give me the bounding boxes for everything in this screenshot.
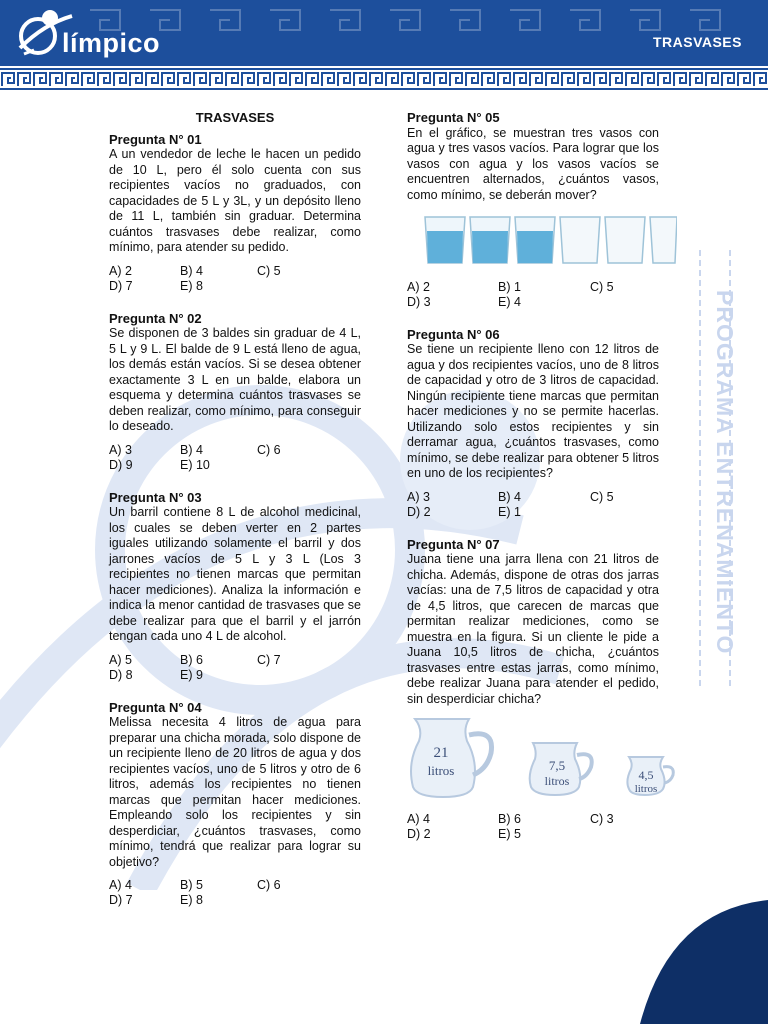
- option-c: C) 7: [257, 652, 281, 667]
- question-01: [109, 132, 361, 294]
- jug-medium-unit: litros: [544, 774, 570, 788]
- question-03: [109, 490, 361, 683]
- header-bar: [0, 0, 768, 66]
- question-text: Melissa necesita 4 litros de agua para preparar una chicha morada, solo dispone de un recipiente lleno de 20 litros de agua y dos recipientes vacíos, uno de 5 litros y otro de 6 litros, además los recipientes no tienen marcas que permitan hacer mediciones. Empleando solo los recipientes y sin desperdiciar, ¿cuántos trasvases, como mínimo, tendrá que realizar para lograr su objetivo?: [109, 715, 361, 869]
- option-d: D) 7: [109, 893, 133, 907]
- option-a: A) 5: [109, 652, 132, 667]
- option-d: D) 2: [407, 504, 431, 519]
- question-title: Pregunta N° 05: [407, 110, 500, 125]
- glasses-figure: [407, 213, 677, 267]
- question-options: [109, 443, 361, 473]
- glass-full-1: [425, 217, 465, 263]
- question-options: [407, 280, 659, 310]
- question-options: [407, 490, 659, 520]
- question-text: En el gráfico, se muestran tres vasos con agua y tres vasos vacíos. Para lograr que los vasos con agua y los vasos vacíos se encuentren alternados, ¿cuántos vasos, como mínimo, se deberán mover?: [407, 125, 659, 202]
- question-title: Pregunta N° 02: [109, 310, 202, 326]
- option-c: C) 6: [257, 878, 281, 892]
- left-column: [109, 110, 361, 908]
- option-d: D) 9: [109, 457, 133, 472]
- question-title: Pregunta N° 03: [109, 489, 202, 505]
- corner-decoration: [630, 900, 768, 1024]
- jug-large: [411, 719, 492, 797]
- option-b: B) 6: [180, 652, 203, 667]
- option-a: A) 3: [407, 489, 430, 504]
- option-e: E) 8: [180, 278, 203, 293]
- question-text: Se disponen de 3 baldes sin graduar de 4 L, 5 L y 9 L. El balde de 9 L está lleno de agua, los demás están vacíos. Si se desea obtener exactamente 3 L en un balde, elabora un esquema y determina cuántos trasvases se deben realizar, como mínimo, para conseguir lo deseado.: [109, 326, 361, 433]
- option-e: E) 8: [180, 893, 203, 907]
- glass-empty-2: [605, 217, 645, 263]
- question-options: [109, 878, 361, 908]
- document-title: TRASVASES: [195, 110, 275, 125]
- jug-medium-value: 7,5: [548, 758, 566, 773]
- option-b: B) 5: [180, 878, 203, 892]
- side-program-label: PROGRAMA ENTRENAMIENTO: [712, 290, 738, 655]
- question-text: Un barril contiene 8 L de alcohol medicinal, los cuales se deben verter en 2 partes iguales utilizando solamente el barril y dos jarrones vacíos de 5 L y 3 L (Los 3 recipientes no tienen marcas que permitan hacer mediciones). Analiza la información e indica la menor cantidad de trasvases que se debe realizar para que el barril y el jarrón tengan cada uno 4 L de alcohol.: [109, 505, 361, 643]
- question-text: A un vendedor de leche le hacen un pedido de 10 L, pero él solo cuenta con sus recipientes vacíos no graduados, con capacidades de 5 L y 3L, y un depósito lleno de 11 L, también sin graduar. Determina cuántos trasvases debe realizar, como mínimo, para atender su pedido.: [109, 147, 361, 254]
- jug-small-value: 4,5: [638, 768, 654, 782]
- question-options: [109, 264, 361, 294]
- question-04: [109, 700, 361, 909]
- right-column: [407, 110, 659, 842]
- question-title: Pregunta N° 04: [109, 699, 202, 715]
- jug-large-value: 21: [433, 745, 449, 761]
- option-c: C) 5: [590, 489, 614, 504]
- option-e: E) 5: [498, 826, 521, 841]
- question-title: Pregunta N° 06: [407, 326, 500, 342]
- question-title: Pregunta N° 01: [109, 131, 202, 147]
- greek-key-border: [0, 66, 768, 92]
- question-02: [109, 311, 361, 473]
- jug-medium: [530, 743, 592, 795]
- option-e: E) 9: [180, 667, 203, 682]
- option-c: C) 5: [257, 263, 281, 278]
- option-b: B) 4: [498, 489, 521, 504]
- option-d: D) 3: [407, 294, 431, 309]
- option-b: B) 4: [180, 263, 203, 278]
- question-options: [109, 653, 361, 683]
- section-title: TRASVASES: [652, 34, 742, 50]
- question-07: [407, 537, 659, 842]
- option-e: E) 1: [498, 504, 521, 519]
- option-b: B) 1: [498, 279, 521, 294]
- question-title: Pregunta N° 07: [407, 536, 500, 552]
- option-a: A) 4: [109, 878, 132, 892]
- option-c: C) 3: [590, 811, 614, 826]
- option-a: A) 2: [109, 263, 132, 278]
- glass-full-3: [515, 217, 555, 263]
- option-c: C) 5: [590, 279, 614, 294]
- glass-full-2: [470, 217, 510, 263]
- option-e: E) 4: [498, 294, 521, 309]
- question-options: [407, 812, 659, 842]
- option-d: D) 2: [407, 826, 431, 841]
- question-text: Se tiene un recipiente lleno con 12 litros de agua y dos recipientes vacíos, uno de 8 litros de capacidad y otro de 3 litros de capacidad. Ningún recipiente tiene marcas que permitan hacer mediciones y no se permite hacerlas. Utilizando solo estos recipientes y sin derramar agua, ¿cuántos trasvases, como mínimo, se debe realizar para obtener 5 litros en uno de los recipientes?: [407, 342, 659, 480]
- logo-text: límpico: [62, 28, 161, 58]
- option-b: B) 6: [498, 811, 521, 826]
- question-05: [407, 110, 659, 310]
- option-d: D) 7: [109, 278, 133, 293]
- question-06: [407, 327, 659, 520]
- jug-small-unit: litros: [634, 783, 658, 795]
- jugs-figure: [407, 713, 677, 801]
- option-e: E) 10: [180, 457, 210, 472]
- option-b: B) 4: [180, 442, 203, 457]
- question-text: Juana tiene una jarra llena con 21 litros de chicha. Además, dispone de otras dos jarras vacías: una de 7,5 litros de capacidad y otra de 4,5 litros, que carecen de marcas que permitan realizar mediciones, como se muestra en la figura. Si un cliente le pide a Juana 10,5 litros de chicha, ¿cuántos trasvases entre estas jarras, como mínimo, debe realizar Juana para atender el pedido, sin desperdiciar chicha?: [407, 552, 659, 706]
- option-c: C) 6: [257, 442, 281, 457]
- jug-small: [627, 757, 673, 795]
- option-a: A) 2: [407, 279, 430, 294]
- glass-empty-3: [650, 217, 677, 263]
- option-a: A) 3: [109, 442, 132, 457]
- option-a: A) 4: [407, 811, 430, 826]
- glass-empty-1: [560, 217, 600, 263]
- option-d: D) 8: [109, 667, 133, 682]
- jug-large-unit: litros: [427, 763, 455, 778]
